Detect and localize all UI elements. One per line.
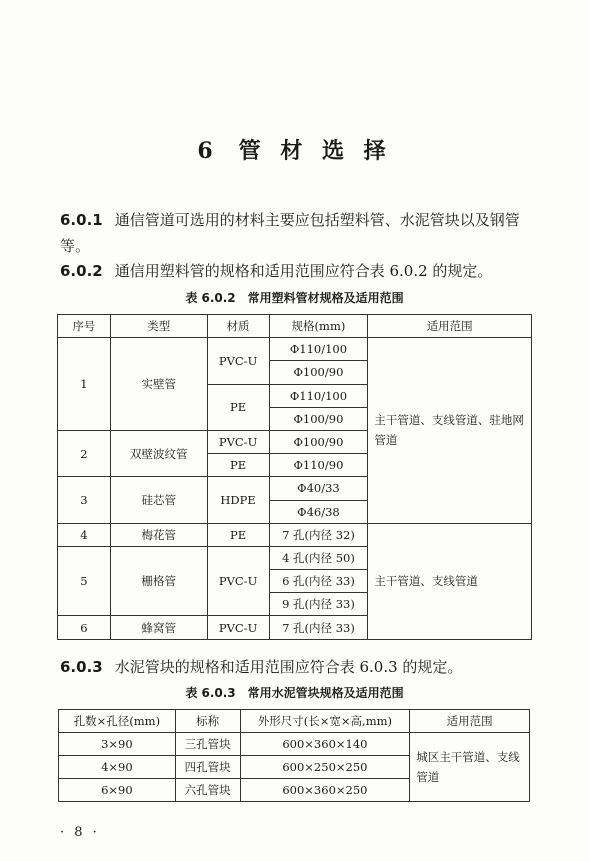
header-cell: 序号	[58, 315, 111, 338]
pipe-material: PVC-U	[207, 546, 269, 616]
header-cell: 材质	[207, 315, 269, 338]
pipe-material: PE	[207, 523, 269, 546]
pipe-material: PVC-U	[207, 430, 269, 453]
pipe-material: PVC-U	[207, 616, 269, 639]
cement-block-table	[58, 709, 530, 802]
pipe-spec: Φ110/100	[269, 384, 368, 407]
row-number: 3	[58, 477, 111, 523]
header-cell: 类型	[110, 315, 207, 338]
table-caption	[0, 289, 589, 306]
pipe-spec: 7 孔(内径 32)	[269, 523, 368, 546]
pipe-spec: Φ100/90	[269, 407, 368, 430]
pipe-type: 梅花管	[110, 523, 207, 546]
header-cell: 标称	[175, 710, 240, 733]
pipe-material: PE	[207, 454, 269, 477]
table-row	[58, 523, 532, 546]
clause-number: 6.0.1	[60, 211, 103, 229]
header-cell: 适用范围	[410, 710, 530, 733]
row-number: 6	[58, 616, 111, 639]
table-row	[58, 338, 532, 361]
pipe-spec: Φ100/90	[269, 361, 368, 384]
table-caption	[0, 684, 589, 701]
block-name: 四孔管块	[175, 756, 240, 779]
pipe-spec: Φ100/90	[269, 430, 368, 453]
pipe-type: 蜂窝管	[110, 616, 207, 639]
block-size: 600×360×140	[240, 733, 410, 756]
plastic-pipe-table	[57, 314, 532, 640]
pipe-spec: 7 孔(内径 33)	[269, 616, 368, 639]
clause-text: 通信用塑料管的规格和适用范围应符合表 6.0.2 的规定。	[114, 262, 493, 280]
block-size: 600×250×250	[240, 756, 410, 779]
header-cell: 孔数×孔径(mm)	[59, 710, 176, 733]
clause-6-0-3	[60, 654, 540, 680]
pipe-type: 双壁波纹管	[110, 430, 207, 476]
table-header-row	[59, 710, 530, 733]
usage-range: 城区主干管道、支线管道	[410, 733, 530, 802]
pipe-material: HDPE	[207, 477, 269, 523]
hole-spec: 6×90	[59, 779, 176, 802]
chapter-title	[0, 134, 589, 165]
table-row	[59, 733, 530, 756]
row-number: 1	[58, 338, 111, 431]
hole-spec: 4×90	[59, 756, 176, 779]
table-caption-number: 表 6.0.3	[185, 686, 236, 700]
pipe-spec: 9 孔(内径 33)	[269, 593, 368, 616]
clause-text: 通信管道可选用的材料主要应包括塑料管、水泥管块以及钢管等。	[60, 211, 520, 255]
usage-range: 主干管道、支线管道、驻地网管道	[368, 338, 532, 524]
hole-spec: 3×90	[59, 733, 176, 756]
table-caption-text: 常用水泥管块规格及适用范围	[247, 686, 404, 700]
pipe-spec: Φ110/100	[269, 338, 368, 361]
pipe-spec: Φ110/90	[269, 454, 368, 477]
clause-number: 6.0.2	[60, 262, 103, 280]
pipe-type: 实壁管	[110, 338, 207, 431]
clause-number: 6.0.3	[60, 658, 103, 676]
pipe-spec: Φ46/38	[269, 500, 368, 523]
row-number: 4	[58, 523, 111, 546]
chapter-number: 6	[197, 138, 219, 164]
table-caption-text: 常用塑料管材规格及适用范围	[247, 291, 404, 305]
page-number: · 8 ·	[60, 825, 100, 840]
pipe-type: 硅芯管	[110, 477, 207, 523]
table-caption-number: 表 6.0.2	[185, 291, 236, 305]
header-cell: 规格(mm)	[269, 315, 368, 338]
pipe-material: PE	[207, 384, 269, 430]
header-cell: 适用范围	[368, 315, 532, 338]
usage-range: 主干管道、支线管道	[368, 523, 532, 639]
table-header-row	[58, 315, 532, 338]
clause-6-0-2	[60, 258, 540, 284]
block-size: 600×360×250	[240, 779, 410, 802]
row-number: 5	[58, 546, 111, 616]
clause-text: 水泥管块的规格和适用范围应符合表 6.0.3 的规定。	[114, 658, 463, 676]
pipe-spec: 6 孔(内径 33)	[269, 570, 368, 593]
chapter-name: 管 材 选 择	[238, 138, 392, 164]
clause-6-0-1	[60, 207, 540, 259]
pipe-type: 栅格管	[110, 546, 207, 616]
header-cell: 外形尺寸(长×宽×高,mm)	[240, 710, 410, 733]
pipe-spec: 4 孔(内径 50)	[269, 546, 368, 569]
row-number: 2	[58, 430, 111, 476]
block-name: 三孔管块	[175, 733, 240, 756]
block-name: 六孔管块	[175, 779, 240, 802]
pipe-spec: Φ40/33	[269, 477, 368, 500]
pipe-material: PVC-U	[207, 338, 269, 384]
